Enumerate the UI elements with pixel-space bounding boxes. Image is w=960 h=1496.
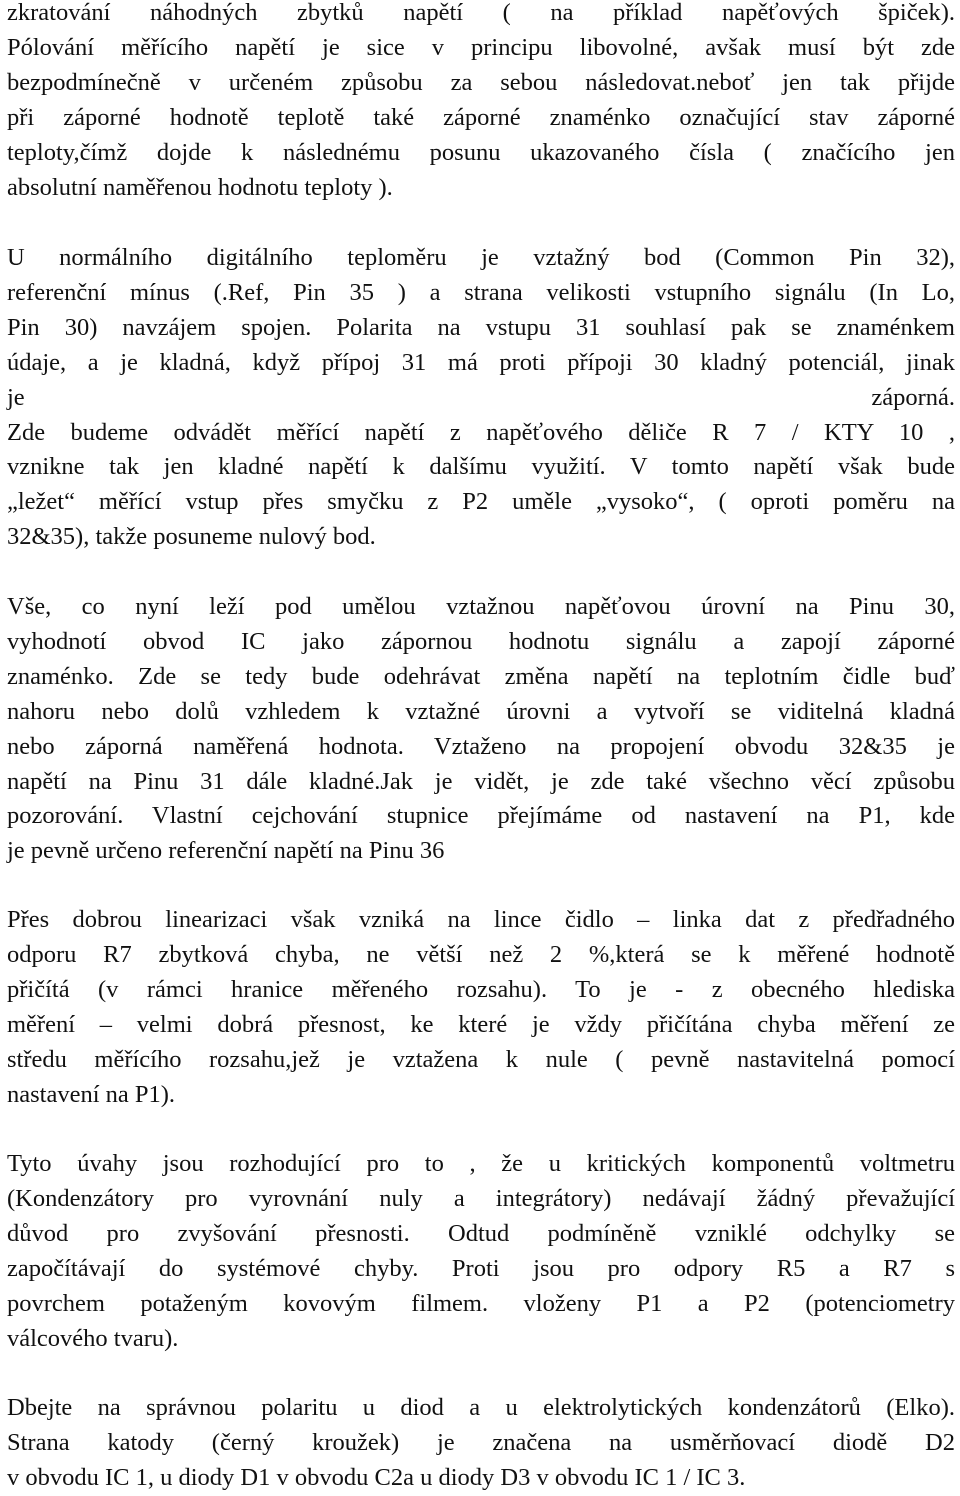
text-line: důvod pro zvyšování přesnosti. Odtud podmíněně vzniklé odchylky se — [7, 1219, 955, 1247]
text-line: odporu R7 zbytková chyba, ne větší než 2 %,která se k měřené hodnotě — [7, 940, 955, 968]
text-line: měření – velmi dobrá přesnost, ke které je vždy přičítána chyba měření ze — [7, 1010, 955, 1038]
text-line: Dbejte na správnou polaritu u diod a u elektrolytických kondenzátorů (Elko). — [7, 1394, 955, 1421]
text-line: Pin 30) navzájem spojen. Polarita na vstupu 31 souhlasí pak se znaménkem — [7, 313, 955, 341]
text-line: je pevně určeno referenční napětí na Pinu 36 — [7, 837, 445, 865]
text-line: vyhodnotí obvod IC jako zápornou hodnotu signálu a zapojí záporné — [7, 627, 955, 655]
text-line: Tyto úvahy jsou rozhodující pro to , že u kritických komponentů voltmetru — [7, 1150, 955, 1177]
text-line: Pólování měřícího napětí je sice v principu libovolné, avšak musí být zde — [7, 33, 955, 61]
text-line: přičítá (v rámci hranice měřeného rozsahu). To je - z obecného hlediska — [7, 975, 955, 1003]
text-line: U normálního digitálního teploměru je vztažný bod (Common Pin 32), — [7, 244, 955, 271]
text-line: „ležet“ měřící vstup přes smyčku z P2 uměle „vysoko“, ( oproti poměru na — [7, 488, 955, 516]
text-line: znaménko. Zde se tedy bude odehrávat změna napětí na teplotním čidle buď — [7, 662, 955, 690]
text-line: nebo záporná naměřená hodnota. Vztaženo na propojení obvodu 32&35 je — [7, 732, 955, 760]
text-line: nastavení na P1). — [7, 1080, 176, 1108]
text-line: válcového tvaru). — [7, 1324, 179, 1352]
text-line: vznikne tak jen kladné napětí k dalšímu využití. V tomto napětí však bude — [7, 453, 955, 481]
text-line: referenční mínus (.Ref, Pin 35 ) a strana velikosti vstupního signálu (In Lo, — [7, 278, 955, 306]
text-line: nahoru nebo dolů vzhledem k vztažné úrovni a vytvoří se viditelná kladná — [7, 697, 955, 725]
text-line: Zde budeme odvádět měřící napětí z napěťového děliče R 7 / KTY 10 , — [7, 418, 955, 446]
text-line: středu měřícího rozsahu,jež je vztažena k nule ( pevně nastavitelná pomocí — [7, 1045, 955, 1073]
text-line: údaje, a je kladná, když přípoj 31 má proti přípoji 30 kladný potenciál, jinak — [7, 348, 955, 376]
text-line: pozorování. Vlastní cejchování stupnice přejímáme od nastavení na P1, kde — [7, 802, 955, 830]
text-line: zkratování náhodných zbytků napětí ( na příklad napěťových špiček). — [7, 0, 955, 26]
text-line: Strana katody (černý kroužek) je značena na usměrňovací diodě D2 — [7, 1428, 955, 1456]
text-line: Vše, co nyní leží pod umělou vztažnou napěťovou úrovní na Pinu 30, — [7, 593, 955, 620]
text-line: 32&35), takže posuneme nulový bod. — [7, 523, 376, 551]
text-line: při záporné hodnotě teplotě také záporné znaménko označující stav záporné — [7, 103, 955, 131]
text-line: absolutní naměřenou hodnotu teploty ). — [7, 173, 393, 201]
text-line: Přes dobrou linearizaci však vzniká na lince čidlo – linka dat z předřadného — [7, 906, 955, 933]
text-line: bezpodmínečně v určeném způsobu za sebou následovat.neboť jen tak přijde — [7, 68, 955, 96]
text-line: je záporná. — [7, 383, 955, 411]
text-line: (Kondenzátory pro vyrovnání nuly a integrátory) nedávají žádný převažující — [7, 1184, 955, 1212]
text-line: povrchem potaženým kovovým filmem. vloženy P1 a P2 (potenciometry — [7, 1289, 955, 1317]
text-line: napětí na Pinu 31 dále kladné.Jak je vidět, je zde také všechno věcí způsobu — [7, 767, 955, 795]
text-line: teploty,čímž dojde k následnému posunu ukazovaného čísla ( značícího jen — [7, 138, 955, 166]
text-line: v obvodu IC 1, u diody D1 v obvodu C2a u diody D3 v obvodu IC 1 / IC 3. — [7, 1463, 746, 1491]
text-line: započítávají do systémové chyby. Proti jsou pro odpory R5 a R7 s — [7, 1254, 955, 1282]
